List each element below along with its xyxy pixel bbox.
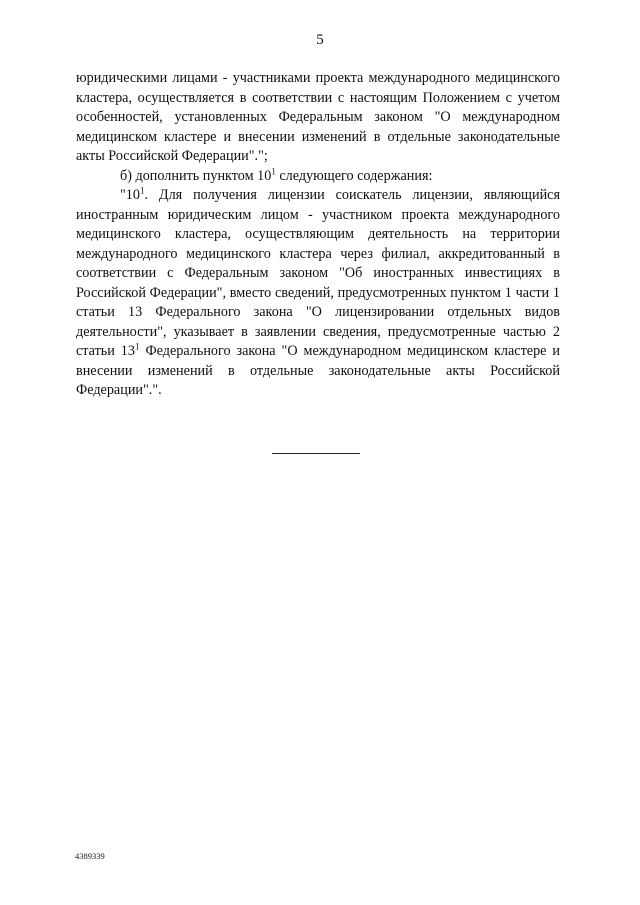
document-body <box>76 69 560 401</box>
amendment-b-text-after: следующего содержания: <box>275 167 433 184</box>
item-10-1-superscript: 1 <box>139 185 145 196</box>
paragraph-item-10-1 <box>76 186 560 401</box>
item-10-1-text-end: Федерального закона "О международном медицинском кластере и внесении изменений в отдельные законодательные акты Российской Федерации".". <box>76 343 560 398</box>
item-10-1-text: . Для получения лицензии соискатель лицензии, являющийся иностранным юридическим лицом - участником проекта международного медицинского кластера, осуществляющим деятельность на территории международного медицинского кластера через филиал, аккредитованный в соответствии с Федеральным законом "Об иностранных инвестициях в Российской Федерации", вместо сведений, предусмотренных пунктом 1 части 1 статьи 13 Федерального закона "О лицензировании отдельных видов деятельности", указывает в заявлении сведения, предусмотренные частью 2 статьи 13 <box>76 187 560 359</box>
paragraph-amendment-b <box>76 167 560 187</box>
paragraph-continuation: юридическими лицами - участниками проекта международного медицинского кластера, осуществляется в соответствии с настоящим Положением с учетом особенностей, установленных Федеральным законом "О международном медицинском кластере и внесении изменений в отдельные законодательные акты Российской Федерации"."; <box>76 70 560 164</box>
closing-separator-line <box>272 453 360 454</box>
amendment-b-text-before: б) дополнить пунктом 10 <box>120 167 272 184</box>
article-13-superscript: 1 <box>135 341 140 352</box>
document-code: 4389339 <box>75 851 105 861</box>
item-10-1-number: "10 <box>120 187 140 203</box>
page-number: 5 <box>316 32 324 48</box>
amendment-b-superscript: 1 <box>271 165 276 176</box>
